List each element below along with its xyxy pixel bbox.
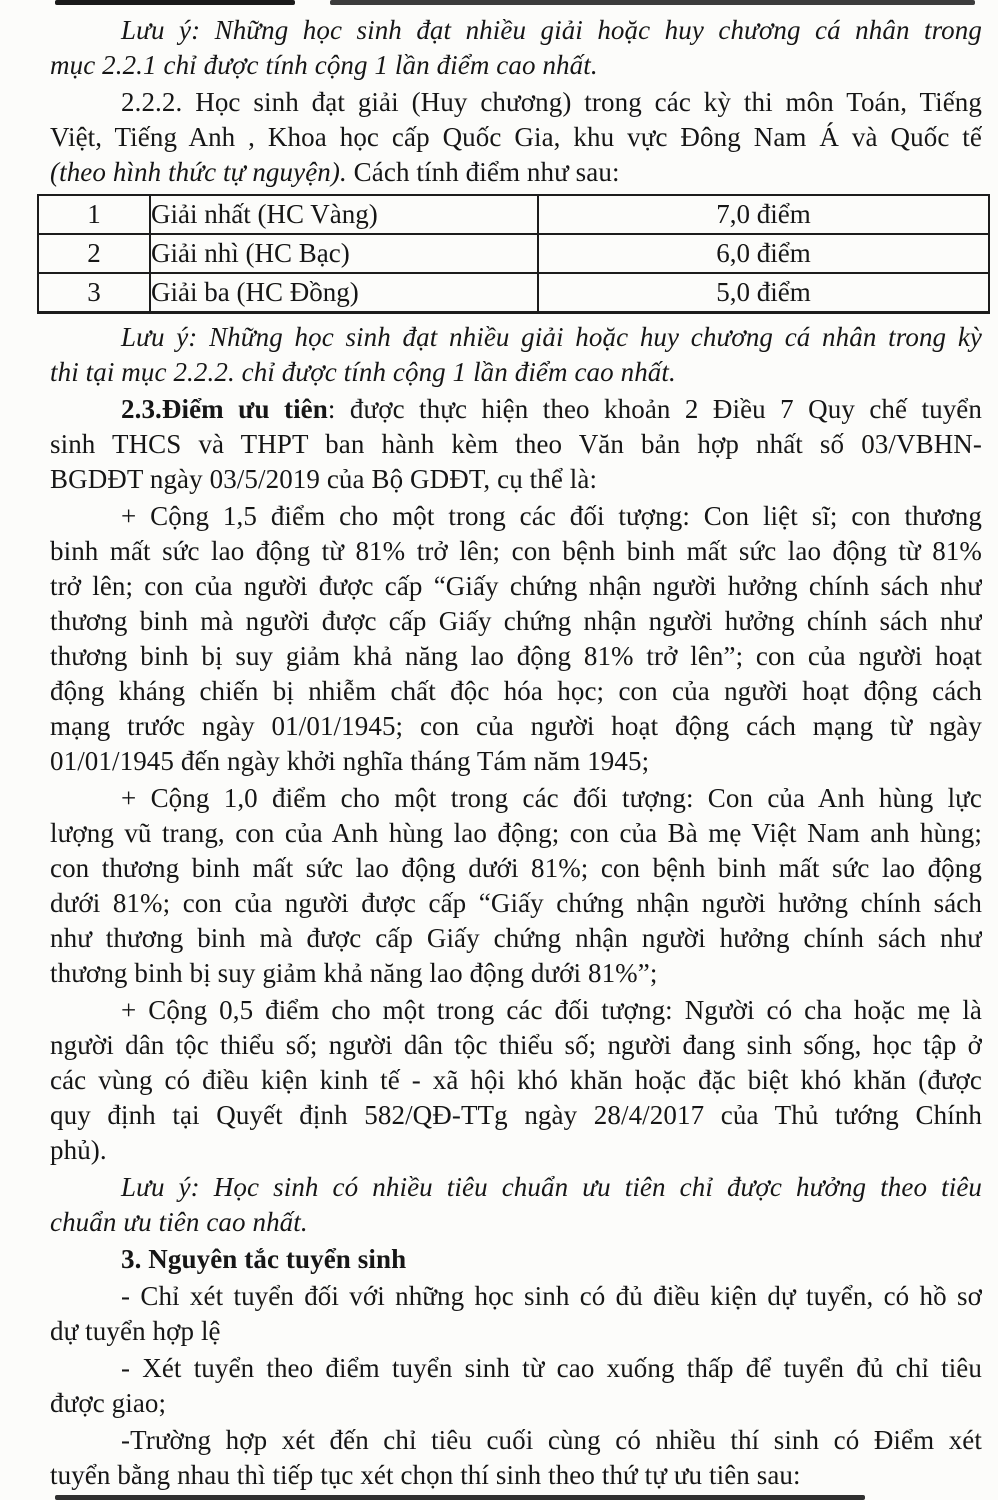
doc-line [50, 851, 982, 886]
bonus-1-0-paragraph [50, 781, 982, 991]
text-run: chuẩn ưu tiên cao nhất. [50, 1207, 308, 1237]
text-run: được giao; [50, 1388, 167, 1418]
doc-line [50, 1458, 982, 1493]
text-run: trở lên; con của người được cấp “Giấy chứng nhận người hưởng chính sách như [50, 571, 982, 601]
doc-line [50, 355, 982, 390]
text-run: 01/01/1945 đến ngày khởi nghĩa tháng Tám năm 1945; [50, 746, 650, 776]
text-run: như thương binh mà được cấp Giấy chứng nhận người hưởng chính sách như [50, 923, 982, 953]
text-run: 2.3.Điểm ưu tiên [121, 394, 328, 424]
section-2-2-2-paragraph [50, 85, 982, 190]
text-run: mạng trước ngày 01/01/1945; con của người hoạt động cách mạng từ ngày [50, 711, 982, 741]
table-cell: 2 [38, 234, 150, 273]
text-run: lượng vũ trang, con của Anh hùng lao động; con của Bà mẹ Việt Nam anh hùng; [50, 818, 982, 848]
principle-item-2 [50, 1351, 982, 1421]
doc-line [50, 639, 982, 674]
doc-line [50, 13, 982, 48]
text-run: tuyển bằng nhau thì tiếp tục xét chọn thí sinh theo thứ tự ưu tiên sau: [50, 1460, 801, 1490]
doc-line [50, 1279, 982, 1314]
doc-line [50, 320, 982, 355]
doc-line [50, 1205, 982, 1240]
scan-artifact-top-left [55, 0, 295, 5]
doc-line [50, 85, 982, 120]
text-run: động kháng chiến bị nhiễm chất độc hóa học; con của người hoạt động cách [50, 676, 982, 706]
text-run: 3. Nguyên tắc tuyển sinh [121, 1244, 407, 1274]
table-row [38, 234, 989, 273]
text-run: sinh THCS và THPT ban hành kèm theo Văn bản hợp nhất số 03/VBHN- [50, 429, 982, 459]
text-run: người dân tộc thiểu số; người dân tộc thiểu số; người đang sinh sống, học tập ở [50, 1030, 982, 1060]
note-2-2-1-paragraph [50, 13, 982, 83]
text-run: 2.2.2. Học sinh đạt giải (Huy chương) trong các kỳ thi môn Toán, Tiếng [121, 87, 982, 117]
text-run: (theo hình thức tự nguyện). [50, 157, 347, 187]
table-row [38, 195, 989, 234]
text-run: các vùng có điều kiện kinh tế - xã hội khó khăn hoặc đặc biệt khó khăn (được [50, 1065, 982, 1095]
text-run: + Cộng 1,5 điểm cho một trong các đối tượng: Con liệt sĩ; con thương [121, 501, 982, 531]
doc-line [50, 534, 982, 569]
score-table [37, 194, 990, 314]
doc-line [50, 886, 982, 921]
text-run: + Cộng 0,5 điểm cho một trong các đối tượng: Người có cha hoặc mẹ là [121, 995, 982, 1025]
doc-line [50, 392, 982, 427]
doc-line [50, 1133, 982, 1168]
text-run: Lưu ý: Học sinh có nhiều tiêu chuẩn ưu tiên chỉ được hưởng theo tiêu [121, 1172, 982, 1202]
text-run: mục 2.2.1 chỉ được tính cộng 1 lần điểm cao nhất. [50, 50, 598, 80]
doc-line [50, 674, 982, 709]
principle-item-3 [50, 1423, 982, 1493]
text-run: Việt, Tiếng Anh , Khoa học cấp Quốc Gia, khu vực Đông Nam Á và Quốc tế [50, 122, 982, 152]
table-cell: Giải ba (HC Đồng) [150, 273, 538, 313]
doc-line [50, 155, 982, 190]
text-run: thi tại mục 2.2.2. chỉ được tính cộng 1 lần điểm cao nhất. [50, 357, 676, 387]
section-3-heading [50, 1242, 982, 1277]
text-run: con thương binh mất sức lao động dưới 81%; con bệnh binh mất sức lao động [50, 853, 982, 883]
scan-artifact-top-right [330, 0, 975, 5]
table-cell: 6,0 điểm [538, 234, 989, 273]
text-run: quy định tại Quyết định 582/QĐ-TTg ngày 28/4/2017 của Thủ tướng Chính [50, 1100, 982, 1130]
text-run: - Chỉ xét tuyển đối với những học sinh có đủ điều kiện dự tuyển, có hồ sơ [121, 1281, 982, 1311]
text-run: Lưu ý: Những học sinh đạt nhiều giải hoặc huy chương cá nhân trong kỳ [121, 322, 982, 352]
doc-line [50, 1314, 982, 1349]
doc-line [50, 499, 982, 534]
doc-line [50, 709, 982, 744]
table-row [38, 273, 989, 313]
doc-line [50, 993, 982, 1028]
text-run: thương binh mà người được cấp Giấy chứng nhận người hưởng chính sách như [50, 606, 982, 636]
doc-line [50, 1028, 982, 1063]
table-cell: 1 [38, 195, 150, 234]
doc-line [50, 744, 982, 779]
principle-item-1 [50, 1279, 982, 1349]
doc-line [50, 781, 982, 816]
doc-line [50, 956, 982, 991]
table-cell: Giải nhì (HC Bạc) [150, 234, 538, 273]
doc-line [50, 1170, 982, 1205]
priority-note-paragraph [50, 1170, 982, 1240]
text-run: + Cộng 1,0 điểm cho một trong các đối tượng: Con của Anh hùng lực [121, 783, 982, 813]
text-run: thương binh bị suy giảm khả năng lao động 81% trở lên”; con của người hoạt [50, 641, 982, 671]
text-run: - Xét tuyển theo điểm tuyển sinh từ cao xuống thấp để tuyển đủ chỉ tiêu [121, 1353, 982, 1383]
doc-line [50, 569, 982, 604]
bonus-1-5-paragraph [50, 499, 982, 779]
text-run: binh mất sức lao động từ 81% trở lên; con bệnh binh mất sức lao động từ 81% [50, 536, 982, 566]
doc-line [50, 1351, 982, 1386]
text-run: Lưu ý: Những học sinh đạt nhiều giải hoặc huy chương cá nhân trong [121, 15, 982, 45]
table-cell: Giải nhất (HC Vàng) [150, 195, 538, 234]
doc-line [50, 1063, 982, 1098]
text-run: -Trường hợp xét đến chỉ tiêu cuối cùng có nhiều thí sinh có Điểm xét [121, 1425, 982, 1455]
doc-line [50, 921, 982, 956]
bonus-0-5-paragraph [50, 993, 982, 1168]
document-content [50, 13, 982, 1495]
doc-line [50, 1098, 982, 1133]
text-run: phủ). [50, 1135, 107, 1165]
doc-line [50, 427, 982, 462]
doc-line [50, 1386, 982, 1421]
text-run: thương binh bị suy giảm khả năng lao động dưới 81%”; [50, 958, 658, 988]
text-run: : được thực hiện theo khoản 2 Điều 7 Quy chế tuyển [327, 394, 982, 424]
table-cell: 7,0 điểm [538, 195, 989, 234]
text-run: dự tuyển hợp lệ [50, 1316, 221, 1346]
text-run: dưới 81%; con của người được cấp “Giấy chứng nhận người hưởng chính sách [50, 888, 982, 918]
doc-line [50, 462, 982, 497]
note-2-2-2-paragraph [50, 320, 982, 390]
section-2-3-paragraph [50, 392, 982, 497]
doc-line [50, 120, 982, 155]
doc-line [50, 1423, 982, 1458]
table-cell: 5,0 điểm [538, 273, 989, 313]
table-cell: 3 [38, 273, 150, 313]
text-run: Cách tính điểm như sau: [346, 157, 620, 187]
scan-artifact-bottom [55, 1495, 865, 1500]
doc-line [50, 1242, 982, 1277]
text-run: BGDĐT ngày 03/5/2019 của Bộ GDĐT, cụ thể là: [50, 464, 598, 494]
doc-line [50, 604, 982, 639]
doc-line [50, 816, 982, 851]
doc-line [50, 48, 982, 83]
